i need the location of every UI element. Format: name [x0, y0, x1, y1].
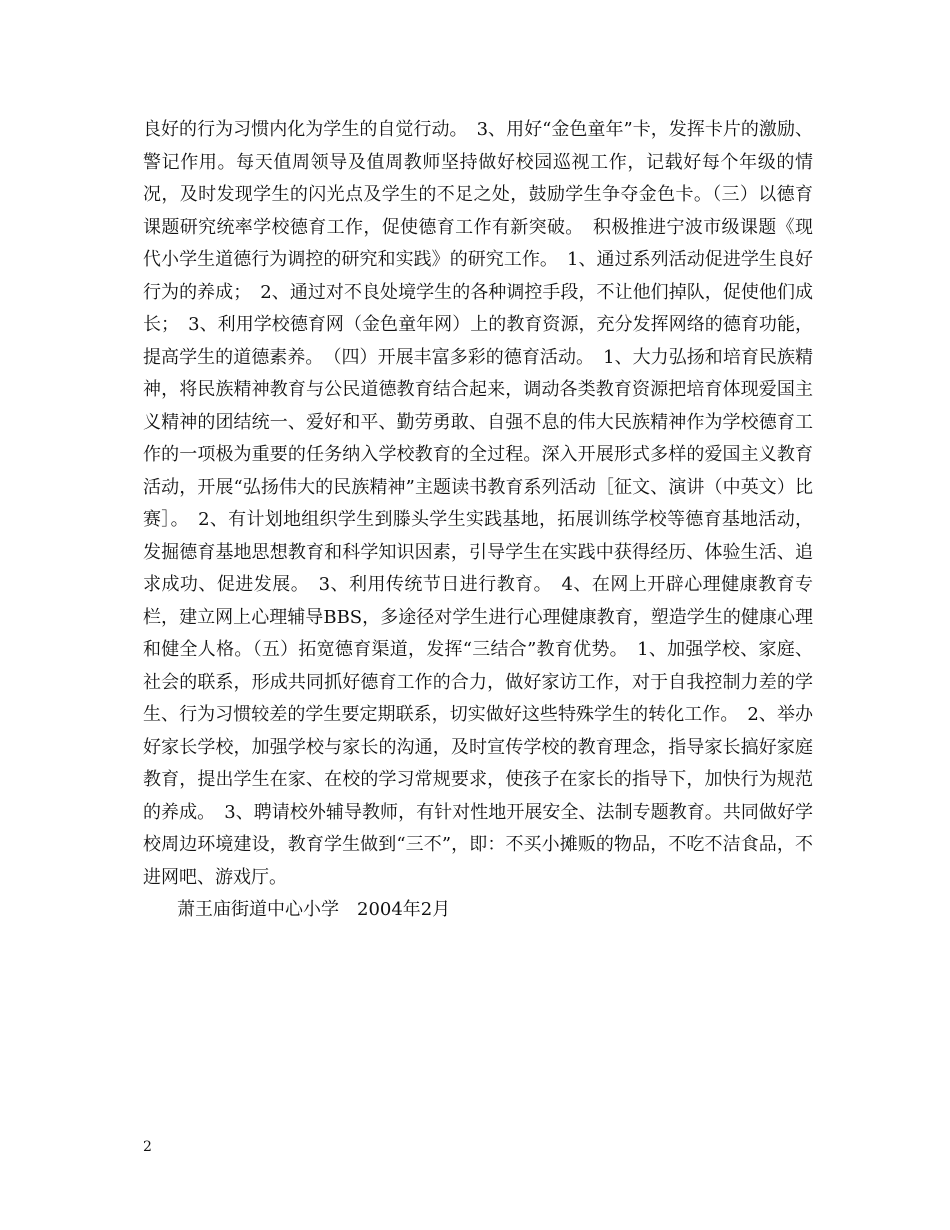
signature-line: 萧王庙街道中心小学 2004年2月 [177, 899, 451, 920]
body-paragraph: 良好的行为习惯内化为学生的自觉行动。 3、用好“金色童年”卡，发挥卡片的激励、警记作用。每天值周领导及值周教师坚持做好校园巡视工作，记载好每个年级的情况，及时发现学生的闪光点及学生的不足之处，鼓励学生争夺金色卡。（三）以德育课题研究统率学校德育工作，促使德育工作有新突破。 积极推进宁波市级课题《现代小学生道德行为调控的研究和实践》的研究工作。 1、通过系列活动促进学生良好行为的养成； 2、通过对不良处境学生的各种调控手段，不让他们掉队，促使他们成长； 3、利用学校德育网（金色童年网）上的教育资源，充分发挥网络的德育功能，提高学生的道德素养。 （四）开展丰富多彩的德育活动。 1、大力弘扬和培育民族精神，将民族精神教育与公民道德教育结合起来，调动各类教育资源把培育体现爱国主义精神的团结统一、爱好和平、勤劳勇敢、自强不息的伟大民族精神作为学校德育工作的一项极为重要的任务纳入学校教育的全过程。深入开展形式多样的爱国主义教育活动，开展“弘扬伟大的民族精神”主题读书教育系列活动［征文、演讲（中英文）比赛］。 2、有计划地组织学生到滕头学生实践基地，拓展训练学校等德育基地活动，发掘德育基地思想教育和科学知识因素，引导学生在实践中获得经历、体验生活、追求成功、促进发展。 3、利用传统节日进行教育。 4、在网上开辟心理健康教育专栏，建立网上心理辅导BBS，多途径对学生进行心理健康教育，塑造学生的健康心理和健全人格。（五）拓宽德育渠道，发挥“三结合”教育优势。 1、加强学校、家庭、社会的联系，形成共同抓好德育工作的合力，做好家访工作，对于自我控制力差的学生、行为习惯较差的学生要定期联系，切实做好这些特殊学生的转化工作。 2、举办好家长学校，加强学校与家长的沟通，及时宣传学校的教育理念，指导家长搞好家庭教育，提出学生在家、在校的学习常规要求，使孩子在家长的指导下，加快行为规范的养成。 3、聘请校外辅导教师，有针对性地开展安全、法制专题教育。共同做好学校周边环境建设，教育学生做到“三不”，即：不买小摊贩的物品，不吃不洁食品，不进网吧、游戏厅。 [143, 119, 813, 888]
document-body [143, 114, 813, 927]
page-number: 2 [143, 1139, 152, 1155]
